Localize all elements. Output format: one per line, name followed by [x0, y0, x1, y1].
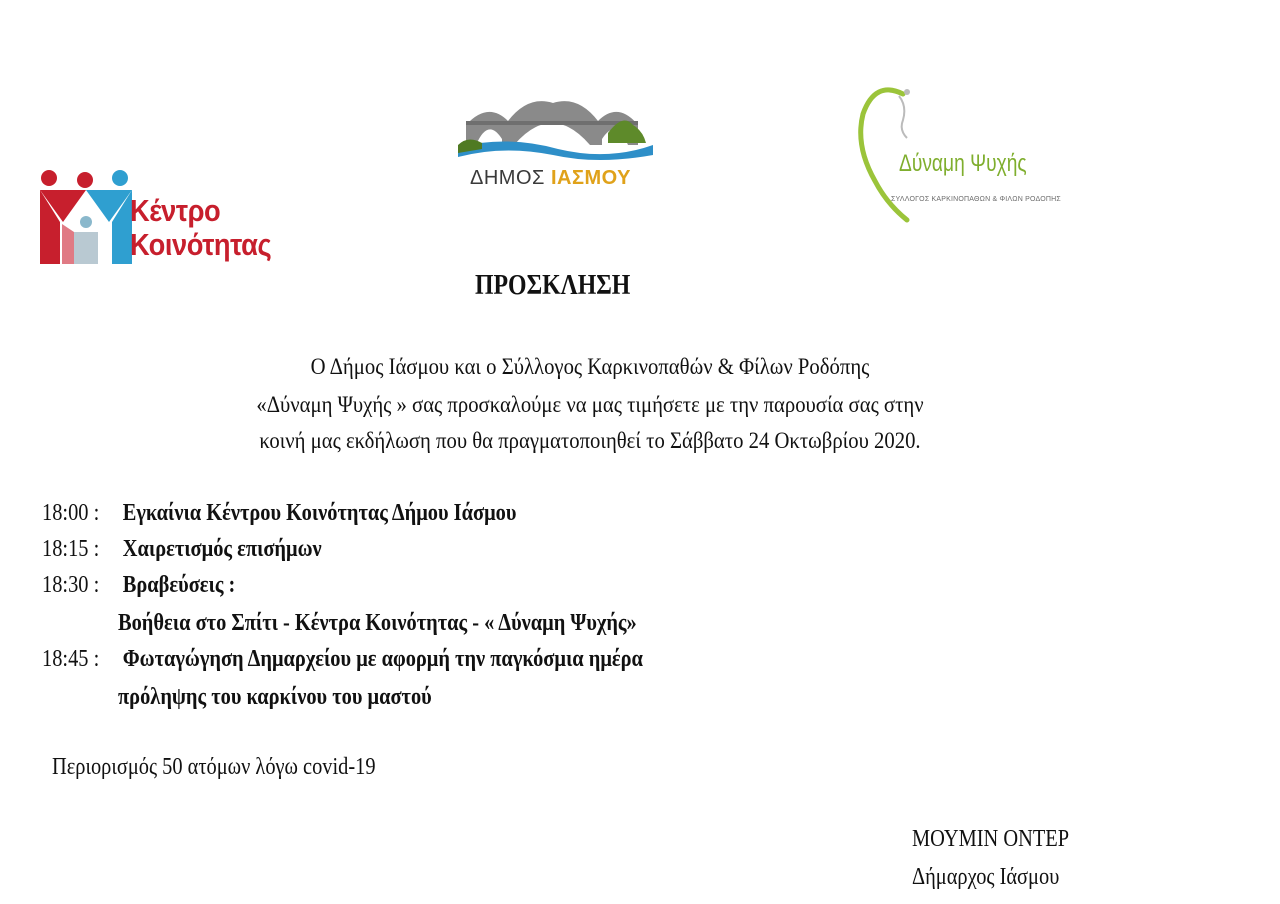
bridge-emblem [458, 95, 653, 165]
schedule-item: Βραβεύσεις : [122, 572, 236, 598]
dimos-iasmou-logo [458, 95, 653, 200]
schedule-row [42, 572, 235, 599]
dynami-psychis-logo [855, 86, 1061, 226]
kentro-koinotitas-logo [40, 160, 290, 272]
schedule-row [42, 646, 643, 673]
schedule-item: Φωταγώγηση Δημαρχείου με αφορμή την παγκόσμια ημέρα [122, 646, 643, 672]
schedule-item-continuation: Βοήθεια στο Σπίτι - Κέντρα Κοινότητας - « Δύναμη Ψυχής» [118, 610, 637, 636]
iasmou-word: ΙΑΣΜΟΥ [550, 167, 631, 189]
invitation-title: ΠΡΟΣΚΛΗΣΗ [475, 270, 631, 301]
intro-line-1: Ο Δήμος Ιάσμου και ο Σύλλογος Καρκινοπαθών & Φίλων Ροδόπης [310, 354, 870, 379]
schedule-item-continuation: πρόληψης του καρκίνου του μαστού [118, 684, 432, 710]
schedule-time: 18:30 : [42, 572, 100, 598]
intro-line-2: «Δύναμη Ψυχής » σας προσκαλούμε να μας τιμήσετε με την παρουσία σας στην [256, 392, 924, 417]
schedule-time: 18:15 : [42, 536, 100, 562]
schedule-time: 18:45 : [42, 646, 100, 672]
attendance-limit-note: Περιορισμός 50 ατόμων λόγω covid-19 [52, 754, 376, 780]
dynami-psychis-subtitle: ΣΥΛΛΟΓΟΣ ΚΑΡΚΙΝΟΠΑΘΩΝ & ΦΙΛΩΝ ΡΟΔΟΠΗΣ [891, 196, 1061, 203]
signatory-name: ΜΟΥΜΙΝ ΟΝΤΕΡ [912, 826, 1070, 852]
dimos-word: ΔΗΜΟΣ [470, 167, 545, 189]
dynami-psychis-name: Δύναμη Ψυχής [899, 150, 1027, 177]
schedule-time: 18:00 : [42, 500, 100, 526]
kentro-logo-line2: Κοινότητας [130, 227, 272, 262]
schedule-item: Εγκαίνια Κέντρου Κοινότητας Δήμου Ιάσμου [122, 500, 517, 526]
schedule-item: Χαιρετισμός επισήμων [122, 536, 322, 562]
kentro-koinotitas-emblem [40, 160, 132, 272]
intro-line-3: κοινή μας εκδήλωση που θα πραγματοποιηθεί το Σάββατο 24 Οκτωβρίου 2020. [259, 428, 921, 453]
schedule-row [42, 536, 322, 563]
schedule-row [42, 500, 516, 527]
kentro-logo-line1: Κέντρο [130, 193, 221, 228]
dimos-iasmou-wordmark [470, 167, 631, 190]
signatory-role: Δήμαρχος Ιάσμου [912, 864, 1060, 890]
